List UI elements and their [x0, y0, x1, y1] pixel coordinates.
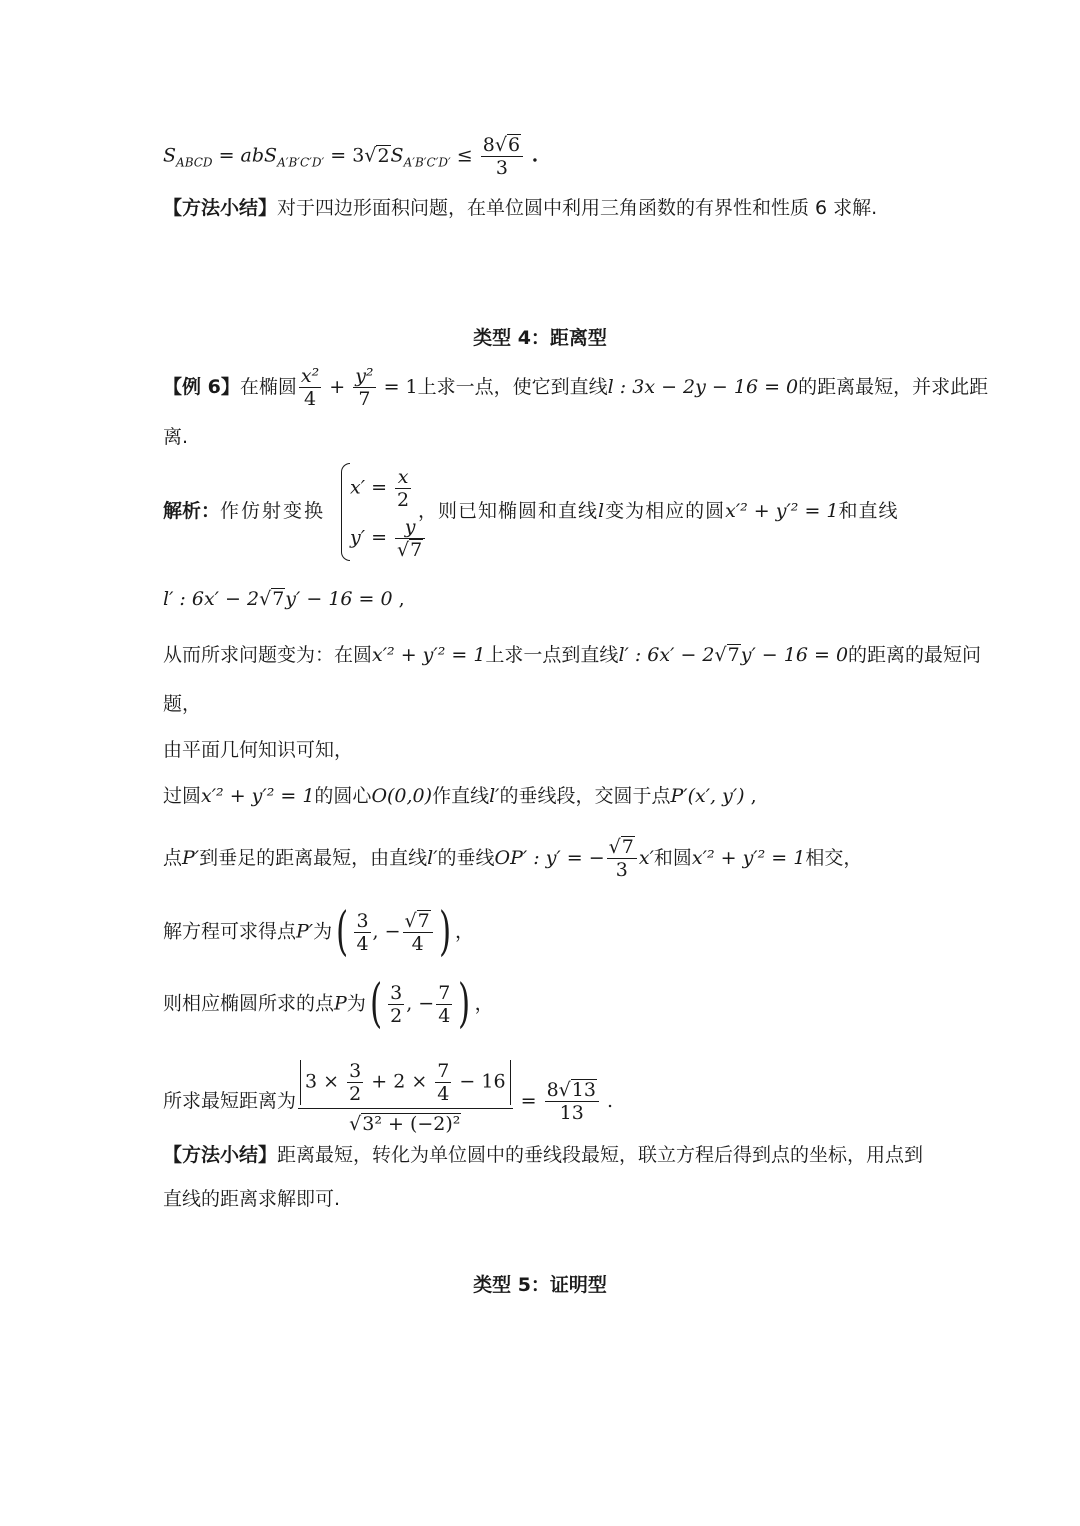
- para-d-den: 3: [615, 859, 628, 881]
- sqrt-2: 2: [377, 144, 390, 167]
- summary2-text1: 距离最短，转化为单位圆中的垂线段最短，联立方程后得到点的坐标，用点到: [277, 1144, 924, 1166]
- para-e-n1: 3: [356, 909, 369, 932]
- para-d: [163, 836, 862, 881]
- para-g-rn-root: 13: [571, 1079, 596, 1101]
- para-a-line2: 题，: [163, 693, 202, 715]
- bound-den: 3: [495, 157, 508, 179]
- frac-y-den: 7: [358, 388, 371, 410]
- line2-comma: ,: [392, 588, 405, 610]
- distance-abs: [300, 1060, 511, 1105]
- para-f-rparen: ): [458, 974, 471, 1034]
- ellipse-frac-y: [353, 365, 375, 410]
- para-f-d2: 4: [438, 1004, 451, 1027]
- para-a-line-tail: y′ − 16 = 0: [740, 644, 849, 666]
- example-label: 【例 6】: [163, 376, 240, 398]
- para-e-frac2: $\frac{√7}{4}$: [403, 910, 433, 955]
- para-c-center: O(0,0): [371, 785, 433, 807]
- formula-part2: = 3: [324, 144, 365, 167]
- para-g-rd: 13: [559, 1102, 584, 1124]
- analysis-text3: 变为相应的圆: [605, 500, 726, 522]
- sys2-num: y: [395, 516, 425, 539]
- para-d-text4: 和圆: [653, 847, 692, 869]
- para-e-tail: ，: [455, 920, 475, 943]
- para-c-text2: 的圆心: [314, 785, 372, 807]
- para-e-sep: , −: [372, 920, 401, 943]
- para-d-text5: 相交，: [805, 847, 863, 869]
- example-text2: 上求一点，使它到直线: [417, 376, 608, 398]
- summary2-label: 【方法小结】: [163, 1144, 278, 1166]
- sys2-frac: $\frac{y}{√7}$: [395, 516, 425, 561]
- example-text3: 的距离最短，并求此距: [798, 376, 989, 398]
- method-summary-1: [163, 195, 877, 221]
- para-g-b: + 2 ×: [365, 1070, 434, 1093]
- para-g: [163, 1060, 614, 1135]
- section-heading-5: 类型 5：证明型: [473, 1274, 607, 1296]
- analysis-line2: l′ : 6x′ − 2√7y′ − 16 = 0 ,: [163, 588, 405, 610]
- area-formula: $S_{ABCD} = abS_{A'B'C'D'} = 3√2S_{A'B'C'D'}$ ≤ $\frac{8√6}{3}$ .: [163, 134, 539, 179]
- para-c-point: P′(x′, y′): [670, 785, 745, 807]
- para-b: 由平面几何知识可知，: [163, 739, 354, 761]
- sys2-lhs: y′ =: [350, 526, 394, 549]
- para-c-tail: ,: [744, 785, 757, 807]
- para-f-p: P: [334, 992, 347, 1015]
- analysis-line1-left: [163, 498, 325, 524]
- analysis-line1-right: [418, 498, 899, 524]
- para-a-text2: 上求一点到直线: [485, 644, 619, 666]
- para-a-text1: 从而所求问题变为：在圆: [163, 644, 373, 666]
- para-c-text1: 过圆: [163, 785, 202, 807]
- frac-y-num: y²: [355, 365, 374, 387]
- para-g-c: − 16: [453, 1070, 506, 1093]
- para-e-p: P′: [296, 920, 314, 943]
- analysis-l: l: [598, 500, 606, 522]
- para-d-l: l′: [427, 847, 438, 869]
- para-f: [163, 974, 494, 1034]
- para-a-line: l′ : 6x′ − 2: [618, 644, 715, 666]
- method-summary-2-line2: 直线的距离求解即可.: [163, 1188, 341, 1210]
- para-c-text3: 作直线: [432, 785, 490, 807]
- para-a-line1: 从而所求问题变为：在圆x′² + y′² = 1上求一点到直线l′ : 6x′ − 2√7y′ − 16 = 0的距离的最短问: [163, 644, 982, 666]
- distance-fraction: 3 × $\frac{3}{2}$ + 2 × $\frac{7}{4}$ − 16 √3² + (−2)²: [298, 1060, 513, 1135]
- summary-text: 对于四边形面积问题，在单位圆中利用三角函数的有界性和性质 6 求解.: [277, 197, 878, 219]
- formula-part1: = abS: [212, 144, 278, 167]
- formula-sub-abcd: ABCD: [176, 155, 213, 170]
- para-e-root: 7: [417, 909, 430, 932]
- para-f-frac2: [436, 982, 452, 1027]
- para-f-d1: 2: [390, 1004, 403, 1027]
- formula-tail: .: [525, 144, 539, 167]
- para-f-text2: 为: [346, 992, 366, 1015]
- frac-x-num: x²: [300, 365, 320, 387]
- formula-s: S: [163, 144, 177, 167]
- example-text1: 在椭圆: [239, 376, 297, 398]
- para-c-l: l′: [489, 785, 500, 807]
- para-f-n2: 7: [438, 981, 451, 1004]
- para-e-rparen: ): [438, 902, 451, 962]
- sys2-root: 7: [410, 539, 423, 561]
- sys1-num: x: [395, 466, 411, 489]
- para-d-text3: 的垂线: [437, 847, 495, 869]
- para-e-text2: 为: [313, 920, 333, 943]
- method-summary-2-line1: [163, 1142, 923, 1168]
- para-e-text1: 解方程可求得点: [163, 920, 297, 943]
- summary-label: 【方法小结】: [163, 197, 278, 219]
- plus-sign: +: [323, 376, 352, 398]
- analysis-label: 解析：: [163, 500, 221, 522]
- para-g-result: $\frac{8√13}{13}$: [545, 1079, 599, 1124]
- line2-root: 7: [272, 588, 285, 610]
- section-heading-4: 类型 4：距离型: [473, 327, 607, 349]
- analysis-text4: 和直线: [838, 500, 899, 522]
- system-eq-2: [350, 516, 427, 561]
- para-d-x: x′: [638, 847, 654, 869]
- analysis-circle: x′² + y′² = 1: [725, 500, 839, 522]
- para-c-circle: x′² + y′² = 1: [201, 785, 315, 807]
- para-g-an: 3: [349, 1060, 362, 1082]
- system-eq-1: [350, 466, 413, 511]
- analysis-text1: 作仿射变换: [220, 500, 326, 522]
- sys1-lhs: x′ =: [350, 476, 394, 499]
- para-f-sep: , −: [406, 992, 435, 1015]
- sys1-frac: [395, 466, 411, 511]
- para-d-p: P′: [182, 847, 200, 869]
- para-g-frac-b: [435, 1060, 451, 1105]
- para-e-frac1: [354, 910, 370, 955]
- para-d-circle: x′² + y′² = 1: [691, 847, 806, 869]
- example-6-line2: 离.: [163, 426, 189, 448]
- bound-coef: 8: [482, 134, 495, 156]
- para-g-bd: 4: [437, 1083, 450, 1105]
- para-d-text1: 点: [163, 847, 183, 869]
- para-e-d2: 4: [411, 932, 424, 955]
- para-f-text1: 则相应椭圆所求的点: [163, 992, 335, 1015]
- line2-eq: l′ : 6x′ − 2: [163, 588, 260, 610]
- para-d-op: OP′ : y′ = −: [494, 847, 605, 869]
- bound-root: 6: [507, 134, 521, 156]
- para-f-frac1: [388, 982, 404, 1027]
- frac-x-den: 4: [303, 388, 317, 410]
- para-d-text2: 到垂足的距离最短，由直线: [199, 847, 428, 869]
- line2-tail: y′ − 16 = 0: [285, 588, 393, 610]
- para-g-tail: .: [600, 1090, 614, 1112]
- formula-s2: S: [390, 144, 404, 167]
- sys1-den: 2: [397, 489, 410, 511]
- ellipse-frac-x: [299, 365, 321, 410]
- formula-sub-1: A′B′C′D′: [277, 155, 325, 170]
- para-a-text3: 的距离的最短问: [848, 644, 982, 666]
- para-g-a: 3 ×: [305, 1070, 346, 1093]
- bound-fraction: $\frac{8√6}{3}$: [481, 134, 523, 179]
- para-g-ad: 2: [349, 1083, 362, 1105]
- para-g-den: 3² + (−2)²: [362, 1113, 461, 1135]
- para-e-lparen: (: [336, 902, 349, 962]
- line-equation: l : 3x − 2y − 16 = 0: [607, 376, 799, 398]
- para-c: [163, 783, 757, 809]
- para-f-tail: ，: [474, 992, 494, 1015]
- para-c-text4: 的垂线段，交圆于点: [499, 785, 671, 807]
- formula-le: ≤: [450, 144, 479, 167]
- para-f-n1: 3: [390, 981, 403, 1004]
- para-e: [163, 902, 475, 962]
- para-d-root: 7: [621, 836, 634, 858]
- para-a-root: 7: [727, 644, 740, 666]
- para-e-d1: 4: [356, 932, 369, 955]
- example-6-line1: [163, 365, 988, 410]
- para-g-text1: 所求最短距离为: [163, 1090, 297, 1112]
- para-g-bn: 7: [437, 1060, 450, 1082]
- para-d-frac: $\frac{√7}{3}$: [607, 836, 637, 881]
- formula-sub-2: A′B′C′D′: [403, 155, 451, 170]
- system-brace: [341, 463, 350, 561]
- para-g-frac-a: [347, 1060, 363, 1105]
- para-f-lparen: (: [369, 974, 383, 1034]
- para-g-eq: =: [514, 1090, 543, 1112]
- para-a-circle: x′² + y′² = 1: [372, 644, 486, 666]
- para-g-rn-coef: 8: [546, 1079, 559, 1101]
- eq-one: = 1: [377, 376, 418, 398]
- analysis-text2: ，则已知椭圆和直线: [418, 500, 599, 522]
